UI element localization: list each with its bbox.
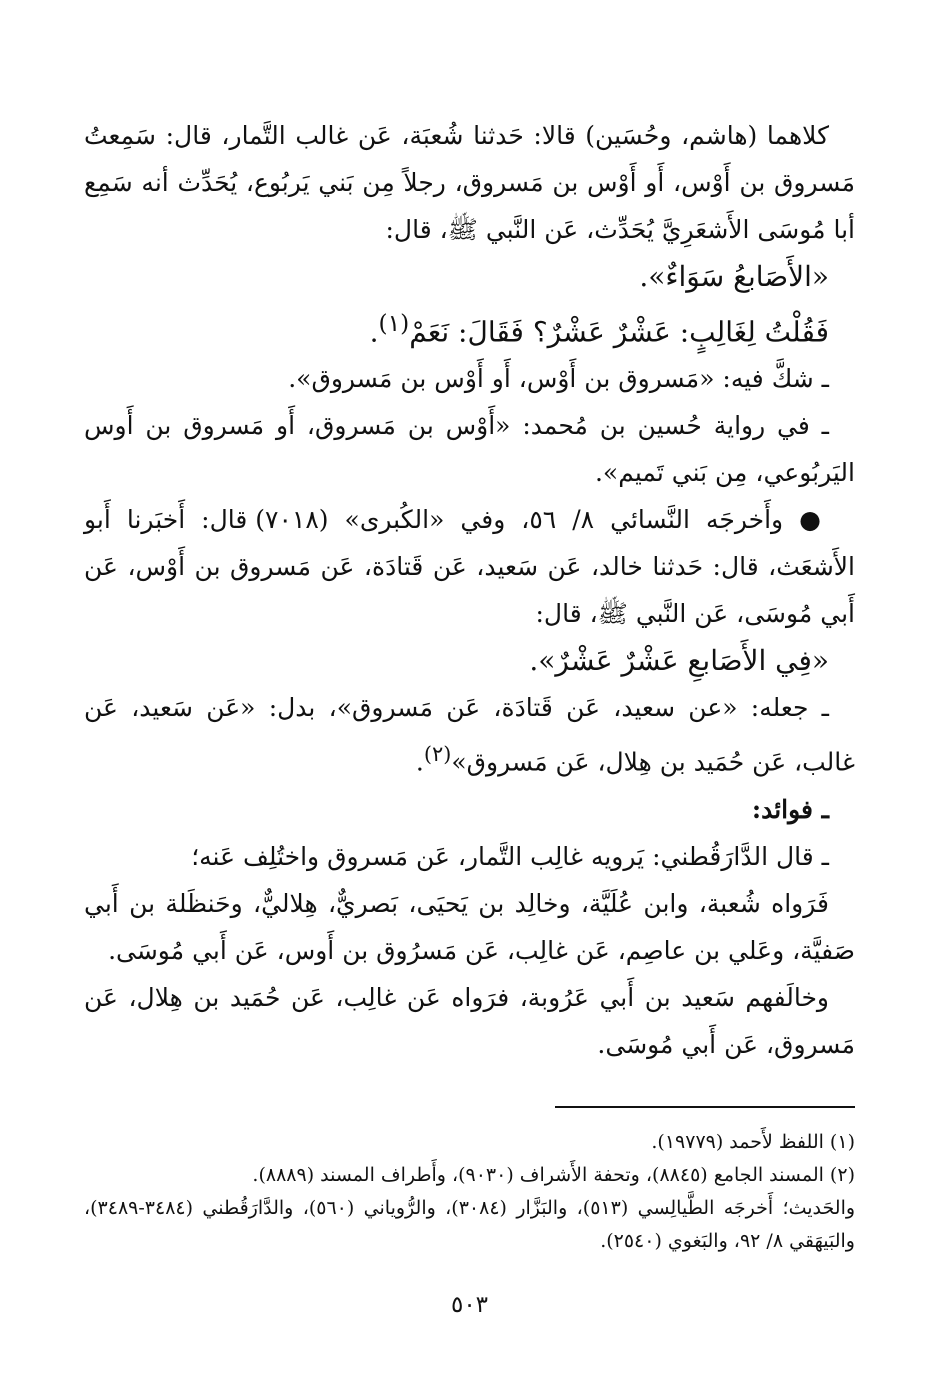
- paragraph-doubt: ـ شكَّ فيه: «مَسروق بن أَوْس، أَو أَوْس بن مَسروق».: [288, 364, 829, 394]
- paragraph-husain-narration: ـ في رواية حُسين بن مُحمد: «أَوْس بن مَسروق، أَو مَسروق بن أَوس اليَربُوعي، مِن بَني تَميم».: [84, 411, 855, 488]
- hadith-quote-1: «الأَصَابعُ سَوَاءٌ».: [639, 260, 829, 293]
- main-text: [84, 112, 855, 1068]
- hadith-quote-2-end: .: [369, 315, 379, 349]
- hadith-quote-2: [84, 300, 855, 355]
- paragraph-made-it: [84, 684, 855, 785]
- footnote-ref-2: (٢): [423, 742, 452, 767]
- paragraph-made-it-end: .: [415, 747, 424, 777]
- footnote-1: (١) اللفظ لأَحمد (١٩٧٧٩).: [651, 1131, 855, 1153]
- heading-benefits: ـ فوائد:: [751, 794, 829, 824]
- footnote-2-continued: والحَديث؛ أَخرجَه الطَّيالِسي (٥١٣)، والبَزَّار (٣٠٨٤)، والرُّوياني (٥٦٠)، والدَّارَقُطني (٣٤٨٤-٣٤٨٩)، والبَيهَقي ٨/ ٩٢، والبَغوي (٢٥٤٠).: [84, 1197, 856, 1252]
- footnote-divider: [555, 1106, 855, 1108]
- paragraph-differed: وخالَفهم سَعيد بن أَبي عَرُوبة، فرَواه عَن غالِب، عَن حُمَيد بن هِلال، عَن مَسروق، عَن أَبي مُوسَى.: [84, 982, 855, 1059]
- paragraph-daraqutni: ـ قال الدَّارَقُطني: يَرويه غالِب التَّمار، عَن مَسروق واختُلِف عَنه؛: [191, 841, 829, 871]
- paragraph-made-it-text: ـ جعله: «عن سعيد، عَن قَتادَة، عَن مَسروق»، بدل: «عَن سَعيد، عَن غالب، عَن حُمَيد بن هِلال، عَن مَسروق»: [84, 693, 855, 777]
- footnote-ref-1: (١): [378, 309, 410, 337]
- page-number: ٥٠٣: [450, 1292, 489, 1318]
- footnotes: [84, 1126, 855, 1258]
- hadith-quote-3: «فِي الأَصَابعِ عَشْرٌ عَشْرٌ».: [529, 644, 829, 678]
- paragraph-narrators: فَرَواه شُعبة، وابن عُلَيَّة، وخالِد بن يَحيَى، بَصريٌّ، هِلاليٌّ، وحَنظَلة بن أَبي صَفيَّة، وعَلي بن عاصِم، عَن غالِب، عَن مَسرُوق بن أَوس، عَن أَبي مُوسَى.: [84, 888, 855, 965]
- footnote-2: (٢) المسند الجامع (٨٨٤٥)، وتحفة الأَشراف (٩٠٣٠)، وأَطراف المسند (٨٨٨٩).: [252, 1164, 855, 1186]
- hadith-quote-2-text: فَقُلْتُ لِغَالِبٍ: عَشْرٌ عَشْرٌ؟ فَقَالَ: نَعَمْ: [409, 315, 829, 349]
- paragraph-isnad: كلاهما (هاشم، وحُسَين) قالا: حَدثنا شُعبَة، عَن غالب التَّمار، قال: سَمِعتُ مَسروق بن أَوْس، أَو أَوْس بن مَسروق، رجلاً مِن بَني يَربُوع، يُحَدِّث أنه سَمِع أبا مُوسَى الأَشعَرِيَّ يُحَدِّث، عَن النَّبي ﷺ، قال:: [84, 121, 855, 244]
- paragraph-nasai: ● وأَخرجَه النَّسائي ٨/ ٥٦، وفي «الكُبرى» (٧٠١٨) قال: أَخبَرنا أَبو الأَشعَث، قال: حَدثنا خالد، عَن سَعيد، عَن قَتادَة، عَن مَسروق بن أَوْس، عَن أَبي مُوسَى، عَن النَّبي ﷺ، قال:: [84, 505, 855, 629]
